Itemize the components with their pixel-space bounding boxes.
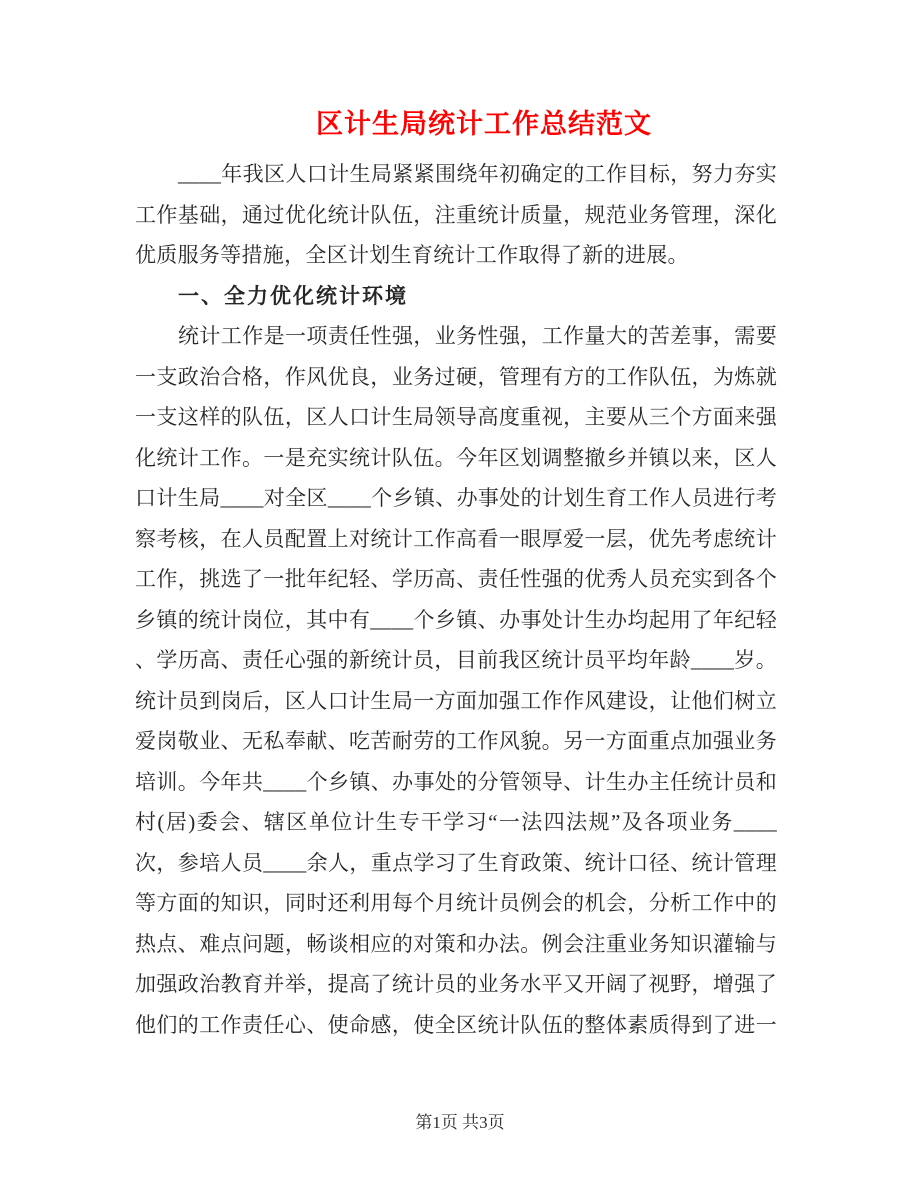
section-heading: 一、全力优化统计环境 [178,283,408,308]
text-line: 口计生局____对全区____个乡镇、办事处的计划生育工作人员进行考 [135,486,777,510]
page-footer [0,1111,920,1135]
text-line: 工作基础，通过优化统计队伍，注重统计质量，规范业务管理，深化 [135,202,777,227]
text-line: 一支这样的队伍，区人口计生局领导高度重视，主要从三个方面来强 [135,405,777,429]
text-line: 统计员到岗后，区人口计生局一方面加强工作作风建设，让他们树立 [135,688,777,713]
text-line: 统计工作是一项责任性强，业务性强，工作量大的苦差事，需要 [178,324,777,348]
document-title: 区计生局统计工作总结范文 [316,109,652,139]
document-body [135,154,777,1045]
text-line: 热点、难点问题，畅谈相应的对策和办法。例会注重业务知识灌输与 [135,931,777,956]
text-line: 优质服务等措施，全区计划生育统计工作取得了新的进展。 [135,243,689,267]
text-line: 爱岗敬业、无私奉献、吃苦耐劳的工作风貌。另一方面重点加强业务 [135,729,777,753]
text-line: 村(居)委会、辖区单位计生专干学习“一法四法规”及各项业务____ [135,810,777,834]
text-line: 化统计工作。一是充实统计队伍。今年区划调整撤乡并镇以来，区人 [135,445,777,470]
text-line: 培训。今年共____个乡镇、办事处的分管领导、计生办主任统计员和 [135,769,777,794]
text-line: 工作，挑选了一批年纪轻、学历高、责任性强的优秀人员充实到各个 [135,567,777,591]
text-line: 一支政治合格，作风优良，业务过硬，管理有方的工作队伍，为炼就 [135,364,777,389]
text-line: 乡镇的统计岗位，其中有____个乡镇、办事处计生办均起用了年纪轻 [135,607,777,632]
text-line: 他们的工作责任心、使命感，使全区统计队伍的整体素质得到了进一 [135,1012,777,1037]
page-number-label: 第1页 共3页 [415,1113,505,1132]
text-line: 次，参培人员____余人，重点学习了生育政策、统计口径、统计管理 [135,850,777,875]
text-line: 察考核，在人员配置上对统计工作高看一眼厚爱一层，优先考虑统计 [135,526,777,551]
text-line: 加强政治教育并举，提高了统计员的业务水平又开阔了视野，增强了 [135,972,777,996]
text-line: ____年我区人口计生局紧紧围绕年初确定的工作目标，努力夯实 [178,162,777,186]
text-line: 等方面的知识，同时还利用每个月统计员例会的机会，分析工作中的 [135,891,777,915]
text-line: 、学历高、责任心强的新统计员，目前我区统计员平均年龄____岁。 [135,648,777,672]
